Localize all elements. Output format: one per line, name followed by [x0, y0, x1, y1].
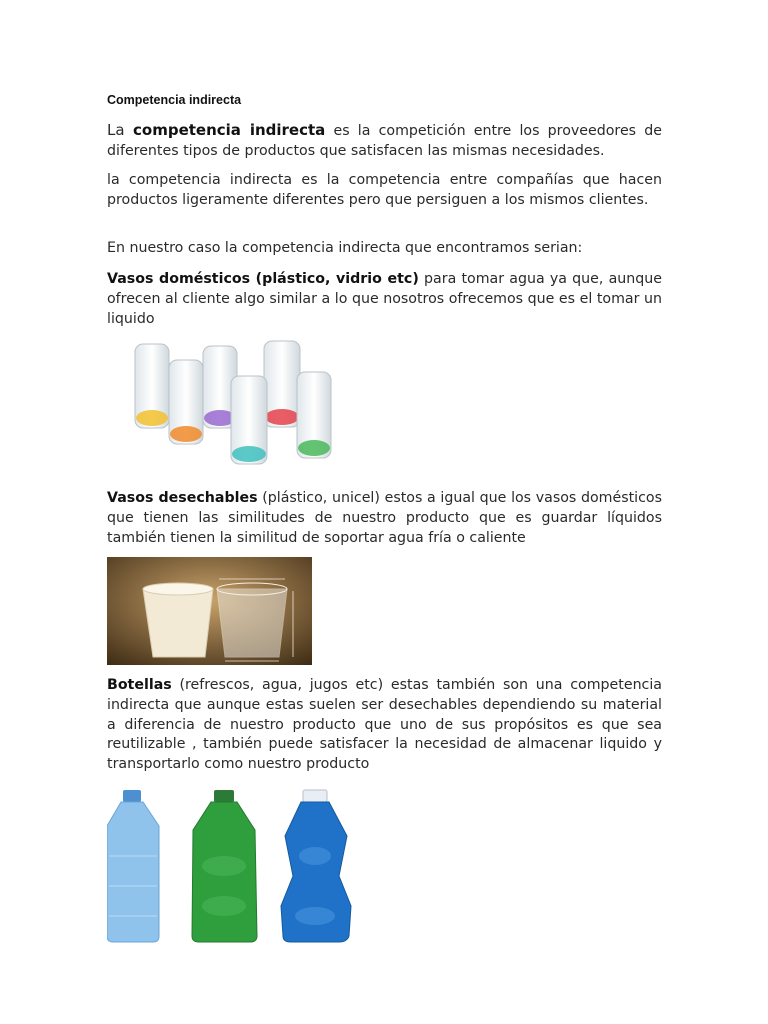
- glass-green: [297, 372, 331, 458]
- bottle-blue: [281, 790, 351, 942]
- paragraph-household-glasses: [107, 270, 662, 329]
- bottle-green: [192, 790, 257, 942]
- disposable-cups-image: [107, 557, 312, 665]
- paragraph-definition-text: es la competición entre los proveedores de diferentes tipos de productos que satisfacen las mismas necesidades.: [107, 123, 662, 159]
- paragraph-definition: [107, 121, 662, 162]
- cup-white: [143, 583, 213, 657]
- glasses-image: [125, 336, 370, 476]
- page-title: Competencia indirecta: [107, 93, 242, 107]
- paragraph-definition-bold: competencia indirecta: [133, 121, 326, 139]
- household-glasses-title: Vasos domésticos (plástico, vidrio etc): [107, 271, 419, 287]
- paragraph-bottles: [107, 676, 662, 775]
- glass-yellow: [135, 344, 169, 428]
- cup-clear: [217, 583, 287, 657]
- paragraph-our-case: En nuestro caso la competencia indirecta que encontramos serian:: [107, 240, 583, 256]
- bottles-text: (refrescos, agua, jugos etc) estas también son una competencia indirecta que aunque estas suelen ser desechables dependiendo su material a diferencia de nuestro producto que uno de sus propósitos es que sea reutilizable , también puede satisfacer la necesidad de almacenar liquido y transportarlo como nuestro producto: [107, 677, 662, 773]
- glass-teal: [231, 376, 267, 464]
- bottle-clear: [107, 790, 159, 942]
- disposable-cups-text: (plástico, unicel) estos a igual que los vasos domésticos que tienen las similitudes de nuestro producto que es guardar líquidos también tienen la similitud de soportar agua fría o caliente: [107, 490, 662, 546]
- household-glasses-text: para tomar agua ya que, aunque ofrecen al cliente algo similar a lo que nosotros ofrecemos que es el tomar un liquido: [107, 271, 662, 327]
- glass-orange: [169, 360, 203, 444]
- bottles-title: Botellas: [107, 677, 172, 693]
- glass-red: [264, 341, 300, 427]
- disposable-cups-title: Vasos desechables: [107, 490, 258, 506]
- paragraph-companies: la competencia indirecta es la competencia entre compañías que hacen productos ligeramente diferentes pero que persiguen a los mismos clientes.: [107, 172, 662, 208]
- bottles-image: [107, 786, 362, 946]
- paragraph-disposable-cups: [107, 489, 662, 548]
- paragraph-definition-prefix: La: [107, 121, 133, 139]
